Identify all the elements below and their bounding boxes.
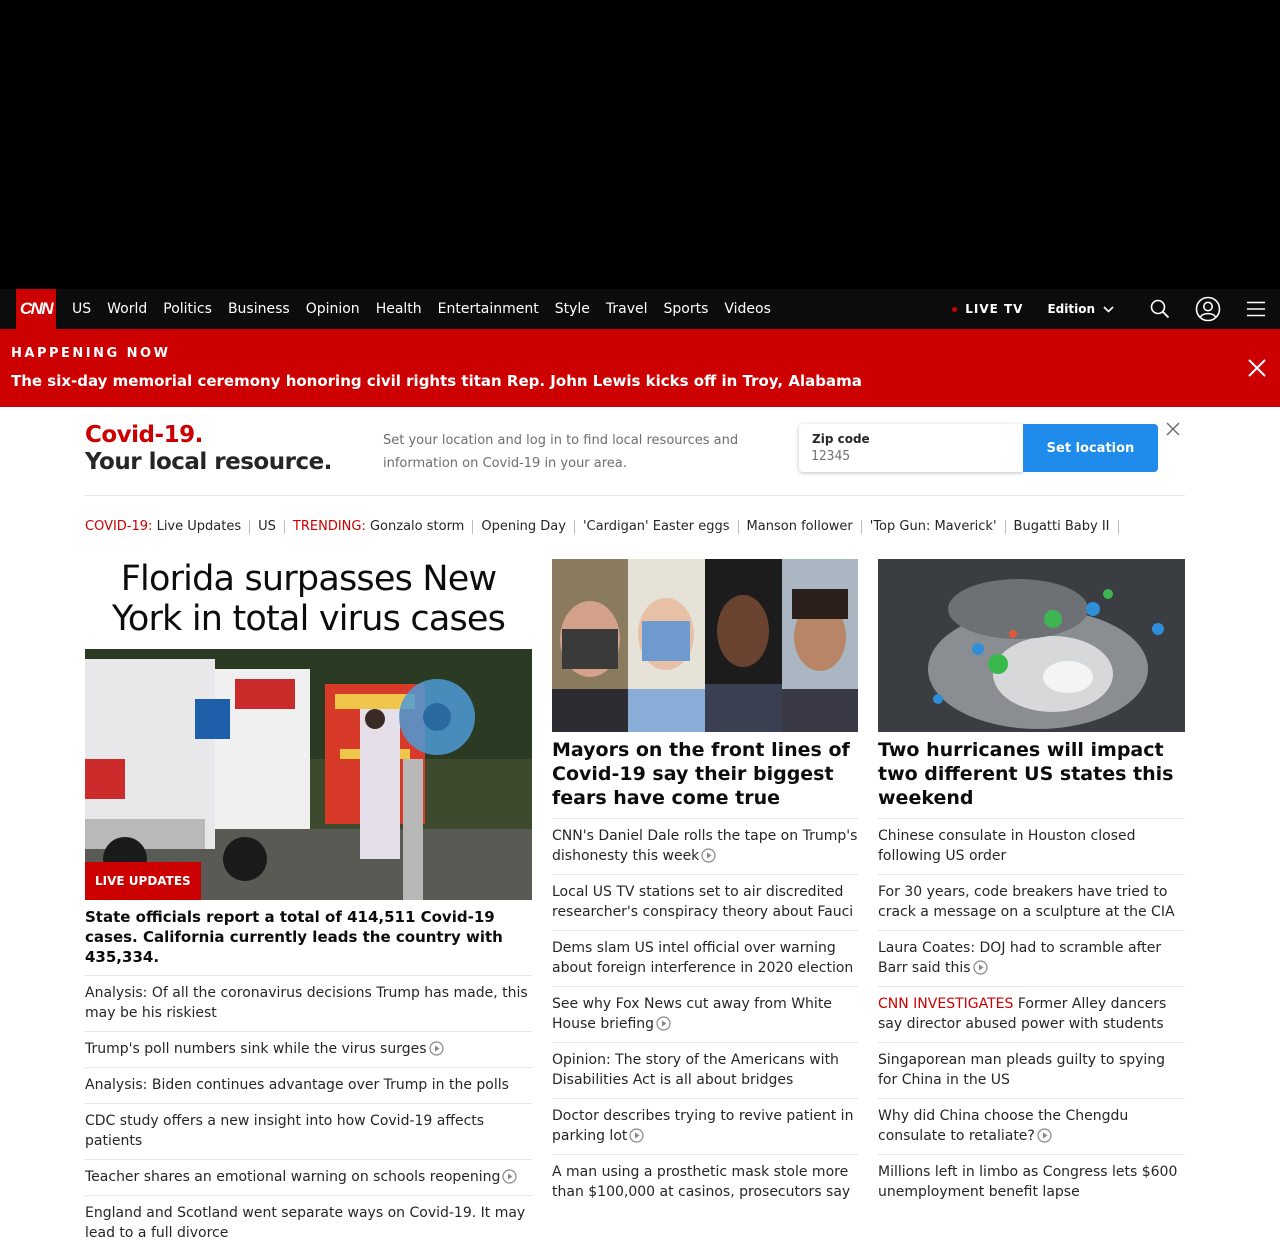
- list-item[interactable]: [878, 987, 1185, 1043]
- list-item[interactable]: [552, 931, 858, 987]
- mayors-image[interactable]: [552, 559, 858, 732]
- story-text: Teacher shares an emotional warning on schools reopening: [85, 1169, 501, 1185]
- list-item[interactable]: [552, 819, 858, 875]
- covid-live-updates-link[interactable]: Live Updates: [156, 519, 242, 534]
- list-item[interactable]: [85, 976, 532, 1032]
- happening-now-banner[interactable]: [0, 329, 1280, 407]
- story-text: Singaporean man pleads guilty to spying for China in the US: [878, 1052, 1166, 1088]
- list-item[interactable]: [878, 1099, 1185, 1155]
- set-location-button[interactable]: Set location: [1023, 424, 1158, 472]
- story-text: Opinion: The story of the Americans with Disabilities Act is all about bridges: [552, 1052, 839, 1088]
- story-text: Trump's poll numbers sink while the virus surges: [85, 1041, 427, 1057]
- covid-label: COVID-19:: [85, 519, 153, 534]
- list-item[interactable]: [85, 1160, 532, 1196]
- story-text: Analysis: Of all the coronavirus decisions Trump has made, this may be his riskiest: [85, 985, 528, 1021]
- account-icon[interactable]: [1184, 289, 1232, 329]
- nav-link-sports[interactable]: Sports: [663, 301, 709, 317]
- play-video-icon: [1037, 1128, 1052, 1143]
- zip-code-field[interactable]: [799, 424, 1023, 472]
- trending-covid[interactable]: [85, 520, 250, 534]
- cnn-logo[interactable]: CNN: [16, 289, 56, 329]
- play-video-icon: [701, 848, 716, 863]
- nav-link-world[interactable]: World: [107, 301, 148, 317]
- mayors-photo: [552, 559, 858, 732]
- story-text: See why Fox News cut away from White House briefing: [552, 996, 832, 1032]
- nav-right: [952, 289, 1280, 329]
- column-hurricanes: [878, 559, 1185, 1210]
- covid-local-resource: [85, 408, 1185, 496]
- trending-item[interactable]: [285, 520, 473, 534]
- list-item[interactable]: [878, 819, 1185, 875]
- hurricanes-headline[interactable]: Two hurricanes will impact two different US states this weekend: [878, 732, 1185, 819]
- nav-link-opinion[interactable]: Opinion: [305, 301, 360, 317]
- mayors-headline[interactable]: Mayors on the front lines of Covid-19 say their biggest fears have come true: [552, 732, 858, 819]
- story-text: Doctor describes trying to revive patient in parking lot: [552, 1108, 854, 1144]
- story-text: Local US TV stations set to air discredited researcher's conspiracy theory about Fauci: [552, 884, 854, 920]
- trending-label: TRENDING:: [292, 519, 366, 534]
- nav-link-travel[interactable]: Travel: [605, 301, 648, 317]
- menu-icon[interactable]: [1232, 289, 1280, 329]
- story-text: A man using a prosthetic mask stole more than $100,000 at casinos, prosecutors say: [552, 1164, 851, 1200]
- satellite-photo: [878, 559, 1185, 732]
- trending-item[interactable]: Opening Day: [473, 520, 575, 534]
- nav-link-health[interactable]: Health: [375, 301, 422, 317]
- story-text: Millions left in limbo as Congress lets $600 unemployment benefit lapse: [878, 1164, 1178, 1200]
- top-nav: [0, 289, 1280, 329]
- happening-now-label: HAPPENING NOW: [11, 346, 171, 361]
- zip-code-label: Zip code: [812, 432, 870, 446]
- covid-subtitle: Your local resource.: [85, 449, 332, 475]
- list-item[interactable]: [878, 875, 1185, 931]
- mayors-story-list: [552, 819, 858, 1210]
- trending-item[interactable]: Manson follower: [739, 520, 862, 534]
- ad-space: [0, 0, 1280, 289]
- list-item[interactable]: [85, 1196, 532, 1251]
- lead-caption[interactable]: State officials report a total of 414,511 Covid-19 cases. California currently leads the country with 435,334.: [85, 907, 532, 976]
- live-tv-label: LIVE TV: [965, 302, 1024, 316]
- hurricane-image[interactable]: [878, 559, 1185, 732]
- list-item[interactable]: [878, 931, 1185, 987]
- play-video-icon: [629, 1128, 644, 1143]
- nav-link-business[interactable]: Business: [227, 301, 290, 317]
- list-item[interactable]: [878, 1043, 1185, 1099]
- trending-item[interactable]: 'Cardigan' Easter eggs: [575, 520, 739, 534]
- chevron-down-icon: [1103, 306, 1114, 313]
- story-text: Why did China choose the Chengdu consulate to retaliate?: [878, 1108, 1129, 1144]
- edition-dropdown[interactable]: [1047, 302, 1114, 316]
- nav-link-style[interactable]: Style: [554, 301, 590, 317]
- list-item[interactable]: [552, 987, 858, 1043]
- covid-description: Set your location and log in to find local resources and information on Covid-19 in your area.: [383, 433, 739, 471]
- live-tv-link[interactable]: [952, 302, 1023, 316]
- story-text: For 30 years, code breakers have tried to crack a message on a sculpture at the CIA: [878, 884, 1175, 920]
- trending-item[interactable]: Bugatti Baby II: [1006, 520, 1119, 534]
- play-video-icon: [656, 1016, 671, 1031]
- search-icon[interactable]: [1136, 289, 1184, 329]
- story-text: CDC study offers a new insight into how Covid-19 affects patients: [85, 1113, 485, 1149]
- happening-now-headline[interactable]: The six-day memorial ceremony honoring civil rights titan Rep. John Lewis kicks off in Troy, Alabama: [11, 372, 862, 390]
- trending-item[interactable]: 'Top Gun: Maverick': [862, 520, 1006, 534]
- story-text: England and Scotland went separate ways on Covid-19. It may lead to a full divorce: [85, 1205, 526, 1241]
- nav-link-us[interactable]: US: [72, 301, 92, 317]
- trending-link[interactable]: Gonzalo storm: [369, 519, 465, 534]
- edition-label: Edition: [1047, 302, 1095, 316]
- cnn-investigates-label: CNN INVESTIGATES: [878, 996, 1014, 1012]
- live-updates-badge[interactable]: LIVE UPDATES: [85, 862, 201, 900]
- play-video-icon: [973, 960, 988, 975]
- zip-code-input[interactable]: [811, 449, 1011, 464]
- story-text: Dems slam US intel official over warning about foreign interference in 2020 election: [552, 940, 854, 976]
- list-item[interactable]: [552, 1043, 858, 1099]
- story-text: Chinese consulate in Houston closed following US order: [878, 828, 1136, 864]
- list-item[interactable]: [552, 1099, 858, 1155]
- play-video-icon: [502, 1169, 517, 1184]
- covid-title: Covid-19.: [85, 422, 203, 448]
- list-item[interactable]: [552, 875, 858, 931]
- close-icon[interactable]: [1248, 359, 1266, 377]
- story-text: Former Alley dancers say director abused power with students: [878, 996, 1167, 1032]
- list-item[interactable]: [878, 1155, 1185, 1210]
- story-text: Laura Coates: DOJ had to scramble after Barr said this: [878, 940, 1162, 976]
- nav-link-videos[interactable]: Videos: [724, 301, 771, 317]
- lead-story-list: [85, 976, 532, 1251]
- story-text: Analysis: Biden continues advantage over Trump in the polls: [85, 1077, 509, 1093]
- play-video-icon: [429, 1041, 444, 1056]
- close-icon[interactable]: [1166, 422, 1180, 436]
- list-item[interactable]: [85, 1104, 532, 1160]
- nav-link-politics[interactable]: Politics: [163, 301, 212, 317]
- trending-us[interactable]: US: [250, 520, 285, 534]
- list-item[interactable]: [85, 1032, 532, 1068]
- nav-links: [64, 289, 779, 329]
- story-text: CNN's Daniel Dale rolls the tape on Trump's dishonesty this week: [552, 828, 858, 864]
- lead-headline[interactable]: Florida surpasses New York in total virus cases: [111, 559, 506, 639]
- live-dot-icon: [952, 307, 957, 312]
- trending-bar: [85, 517, 1185, 537]
- list-item[interactable]: [552, 1155, 858, 1210]
- nav-link-entertainment[interactable]: Entertainment: [437, 301, 539, 317]
- column-lead: [85, 559, 532, 1251]
- column-mayors: [552, 559, 858, 1210]
- lead-image[interactable]: [85, 649, 532, 900]
- list-item[interactable]: [85, 1068, 532, 1104]
- hurricanes-story-list: [878, 819, 1185, 1210]
